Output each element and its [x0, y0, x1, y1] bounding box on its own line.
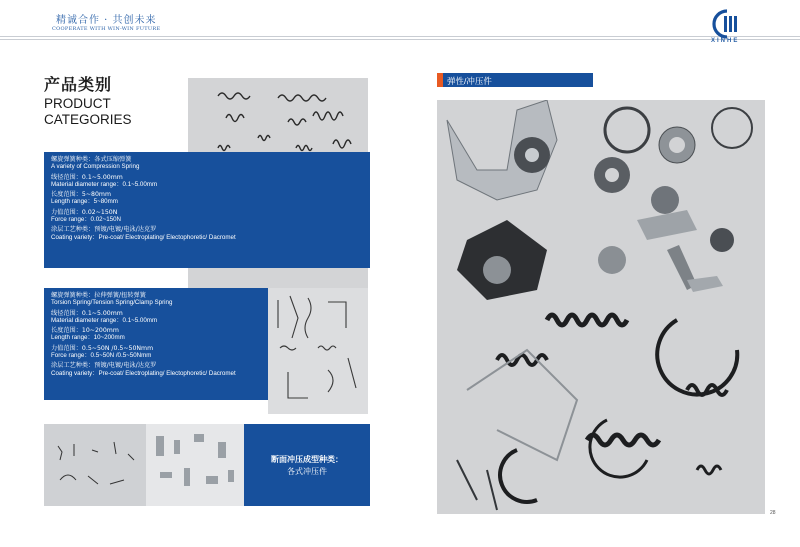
spec2-length-en: Length range：10~200mm — [51, 334, 125, 342]
compression-spring-spec-panel — [44, 152, 370, 268]
spec2-force-en: Force range：0.5~50N /0.5~50Nmm — [51, 352, 152, 360]
spec2-force-zh: 力值范围：0.5~50N /0.5~50Nmm — [51, 344, 154, 352]
torsion-spring-spec-panel — [44, 288, 268, 400]
spec1-coat-zh: 涂层工艺种类：预镀/电镀/电泳/达克罗 — [51, 226, 157, 234]
header-rule-top — [0, 36, 800, 37]
slogan-english: COOPERATE WITH WIN-WIN FUTURE — [52, 26, 161, 32]
header-rule-bottom — [0, 39, 800, 40]
stamping-category-label: 断面冲压成型种类： — [271, 455, 343, 464]
spec1-wire-en: Material diameter range：0.1~5.00mm — [51, 180, 158, 188]
spec2-coat-zh: 涂层工艺种类：预镀/电镀/电泳/达克罗 — [51, 362, 157, 370]
spec1-length-en: Length range：5~80mm — [51, 198, 118, 206]
spec1-length-zh: 长度范围：5~80mm — [51, 191, 111, 199]
stamping-category-banner — [244, 424, 370, 506]
category-tag-accent — [437, 73, 443, 87]
spec1-coat-en: Coating variety：Pre-coat/ Electroplating/ Electophoretic/ Dacromet — [51, 233, 236, 241]
page-title-chinese: 产品类别 — [44, 77, 113, 94]
spec2-length-zh: 长度范围：10~200mm — [51, 327, 119, 335]
spec1-type-zh: 螺旋弹簧种类：各式压缩弹簧 — [51, 156, 132, 163]
spring-stamping-parts-photo — [437, 100, 765, 514]
page-title-english: PRODUCT CATEGORIES — [44, 96, 132, 127]
spec2-type-zh: 螺旋弹簧种类：拉伸弹簧/扭转弹簧 — [51, 292, 146, 299]
page-number: 28 — [770, 510, 776, 516]
stamping-category-sub: 各式冲压件 — [287, 467, 327, 476]
spec1-force-en: Force range：0.02~150N — [51, 216, 121, 224]
spec2-type-en: Torsion Spring/Tension Spring/Clamp Spring — [51, 299, 173, 307]
spec2-coat-en: Coating variety：Pre-coat/ Electroplating/ Electophoretic/ Dacromet — [51, 369, 236, 377]
spec2-wire-zh: 线径范围：0.1~5.00mm — [51, 309, 123, 317]
spec1-force-zh: 力值范围：0.02~150N — [51, 208, 118, 216]
brand-name: XINHE — [711, 38, 740, 44]
stamping-parts-photo — [44, 424, 244, 506]
spec1-type-en: A variety of Compression Spring — [51, 163, 140, 171]
wire-form-springs-photo — [268, 288, 368, 414]
slogan-chinese: 精诚合作 · 共创未来 — [56, 15, 157, 26]
category-tag-label: 弹性/冲压件 — [447, 76, 492, 86]
spec2-wire-en: Material diameter range：0.1~5.00mm — [51, 316, 158, 324]
spec1-wire-zh: 线径范围：0.1~5.00mm — [51, 173, 123, 181]
